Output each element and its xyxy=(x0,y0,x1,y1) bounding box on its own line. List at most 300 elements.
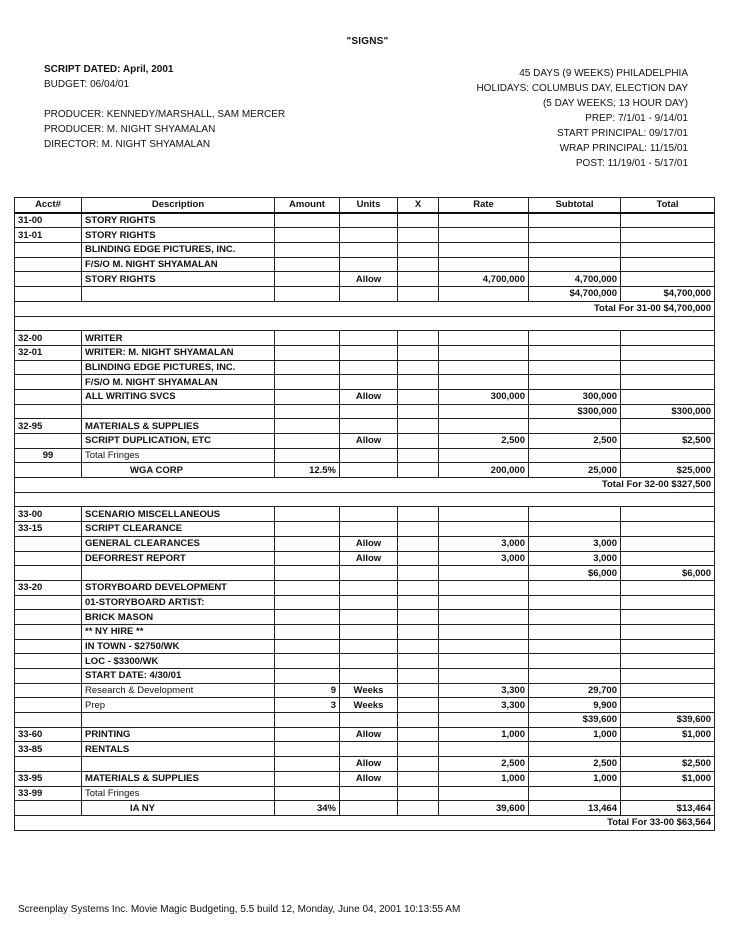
director: DIRECTOR: M. NIGHT SHYAMALAN xyxy=(44,139,211,150)
subtotal-cell xyxy=(529,213,621,228)
units-cell xyxy=(340,595,398,610)
table-row xyxy=(15,551,715,566)
amount-cell xyxy=(275,639,340,654)
x-cell xyxy=(398,698,439,713)
subtotal-cell: $4,700,000 xyxy=(529,287,621,302)
description-cell: Total Fringes xyxy=(82,448,275,463)
acct-cell: 33-99 xyxy=(15,786,82,801)
total-cell xyxy=(621,213,715,228)
rate-cell xyxy=(439,669,529,684)
amount-cell xyxy=(275,243,340,258)
acct-cell xyxy=(15,375,82,390)
rate-cell xyxy=(439,580,529,595)
table-row xyxy=(15,522,715,537)
units-cell xyxy=(340,654,398,669)
units-cell xyxy=(340,669,398,684)
acct-cell: 33-20 xyxy=(15,580,82,595)
amount-cell xyxy=(275,522,340,537)
x-cell xyxy=(398,595,439,610)
acct-cell xyxy=(15,566,82,581)
units-cell xyxy=(340,404,398,419)
units-cell xyxy=(340,786,398,801)
acct-cell xyxy=(15,272,82,287)
rate-cell xyxy=(439,595,529,610)
table-row xyxy=(15,272,715,287)
total-cell xyxy=(621,331,715,346)
rate-cell: 1,000 xyxy=(439,771,529,786)
x-cell xyxy=(398,213,439,228)
rate-cell: 4,700,000 xyxy=(439,272,529,287)
rate-cell xyxy=(439,243,529,258)
acct-cell xyxy=(15,713,82,728)
total-cell xyxy=(621,624,715,639)
x-cell xyxy=(398,448,439,463)
schedule-line: POST: 11/19/01 - 5/17/01 xyxy=(575,158,688,169)
description-cell: IN TOWN - $2750/WK xyxy=(82,639,275,654)
table-row xyxy=(15,595,715,610)
description-cell: SCENARIO MISCELLANEOUS xyxy=(82,507,275,522)
acct-cell: 31-01 xyxy=(15,228,82,243)
description-cell: MATERIALS & SUPPLIES xyxy=(82,419,275,434)
description-cell: START DATE: 4/30/01 xyxy=(82,669,275,684)
description-cell: WRITER: M. NIGHT SHYAMALAN xyxy=(82,345,275,360)
acct-cell: 33-85 xyxy=(15,742,82,757)
rate-cell: 1,000 xyxy=(439,727,529,742)
subtotal-cell xyxy=(529,654,621,669)
amount-cell xyxy=(275,228,340,243)
total-cell xyxy=(621,272,715,287)
total-cell xyxy=(621,639,715,654)
subtotal-cell: 2,500 xyxy=(529,434,621,449)
table-row xyxy=(15,698,715,713)
units-cell: Weeks xyxy=(340,683,398,698)
total-cell: $300,000 xyxy=(621,404,715,419)
units-cell xyxy=(340,287,398,302)
x-cell xyxy=(398,272,439,287)
amount-cell xyxy=(275,287,340,302)
total-cell xyxy=(621,507,715,522)
amount-cell xyxy=(275,257,340,272)
subtotal-cell: $39,600 xyxy=(529,713,621,728)
rate-cell: 39,600 xyxy=(439,801,529,816)
rate-cell: 3,000 xyxy=(439,551,529,566)
units-cell xyxy=(340,243,398,258)
description-cell: PRINTING xyxy=(82,727,275,742)
acct-cell: 32-01 xyxy=(15,345,82,360)
subtotal-cell: 300,000 xyxy=(529,389,621,404)
table-header-row xyxy=(15,198,715,213)
description-cell: SCRIPT CLEARANCE xyxy=(82,522,275,537)
description-cell: WGA CORP xyxy=(82,463,275,478)
x-cell xyxy=(398,801,439,816)
table-row xyxy=(15,404,715,419)
amount-cell xyxy=(275,448,340,463)
description-cell: STORYBOARD DEVELOPMENT xyxy=(82,580,275,595)
description-cell: BLINDING EDGE PICTURES, INC. xyxy=(82,243,275,258)
schedule-line: HOLIDAYS: COLUMBUS DAY, ELECTION DAY xyxy=(476,83,688,94)
table-row xyxy=(15,771,715,786)
amount-cell xyxy=(275,360,340,375)
rate-cell xyxy=(439,228,529,243)
table-row xyxy=(15,654,715,669)
x-cell xyxy=(398,257,439,272)
x-cell xyxy=(398,639,439,654)
x-cell xyxy=(398,610,439,625)
table-row xyxy=(15,463,715,478)
col-acct: Acct# xyxy=(15,198,82,213)
acct-cell: 33-60 xyxy=(15,727,82,742)
acct-cell xyxy=(15,757,82,772)
acct-cell xyxy=(15,683,82,698)
total-cell xyxy=(621,345,715,360)
rate-cell xyxy=(439,654,529,669)
total-cell xyxy=(621,595,715,610)
table-row xyxy=(15,243,715,258)
rate-cell xyxy=(439,360,529,375)
units-cell: Allow xyxy=(340,272,398,287)
units-cell xyxy=(340,213,398,228)
amount-cell: 12.5% xyxy=(275,463,340,478)
rate-cell xyxy=(439,375,529,390)
acct-cell xyxy=(15,536,82,551)
subtotal-cell: 25,000 xyxy=(529,463,621,478)
rate-cell: 2,500 xyxy=(439,434,529,449)
subtotal-cell xyxy=(529,786,621,801)
col-total: Total xyxy=(621,198,715,213)
units-cell xyxy=(340,507,398,522)
schedule-line: PREP: 7/1/01 - 9/14/01 xyxy=(585,113,688,124)
amount-cell xyxy=(275,654,340,669)
rate-cell xyxy=(439,404,529,419)
subtotal-cell xyxy=(529,331,621,346)
table-row xyxy=(15,566,715,581)
acct-cell xyxy=(15,389,82,404)
units-cell xyxy=(340,360,398,375)
description-cell: WRITER xyxy=(82,331,275,346)
description-cell: BRICK MASON xyxy=(82,610,275,625)
rate-cell xyxy=(439,507,529,522)
acct-cell xyxy=(15,434,82,449)
units-cell: Weeks xyxy=(340,698,398,713)
rate-cell xyxy=(439,742,529,757)
subtotal-cell xyxy=(529,610,621,625)
description-cell: F/S/O M. NIGHT SHYAMALAN xyxy=(82,257,275,272)
description-cell xyxy=(82,757,275,772)
table-row xyxy=(15,287,715,302)
description-cell: ** NY HIRE ** xyxy=(82,624,275,639)
amount-cell xyxy=(275,580,340,595)
budget-body xyxy=(15,213,715,830)
col-description: Description xyxy=(82,198,275,213)
amount-cell xyxy=(275,742,340,757)
producer-2: PRODUCER: M. NIGHT SHYAMALAN xyxy=(44,124,216,135)
description-cell: BLINDING EDGE PICTURES, INC. xyxy=(82,360,275,375)
description-cell: F/S/O M. NIGHT SHYAMALAN xyxy=(82,375,275,390)
total-cell: $2,500 xyxy=(621,434,715,449)
x-cell xyxy=(398,375,439,390)
description-cell: 01-STORYBOARD ARTIST: xyxy=(82,595,275,610)
description-cell: MATERIALS & SUPPLIES xyxy=(82,771,275,786)
units-cell xyxy=(340,331,398,346)
x-cell xyxy=(398,434,439,449)
schedule-line: (5 DAY WEEKS; 13 HOUR DAY) xyxy=(542,98,688,109)
rate-cell xyxy=(439,287,529,302)
description-cell: ALL WRITING SVCS xyxy=(82,389,275,404)
x-cell xyxy=(398,287,439,302)
description-cell: GENERAL CLEARANCES xyxy=(82,536,275,551)
total-cell xyxy=(621,522,715,537)
units-cell xyxy=(340,610,398,625)
subtotal-cell: 2,500 xyxy=(529,757,621,772)
category-total: Total For 32-00 $327,500 xyxy=(15,478,715,493)
table-row xyxy=(15,345,715,360)
amount-cell xyxy=(275,624,340,639)
rate-cell xyxy=(439,624,529,639)
total-cell xyxy=(621,698,715,713)
schedule-line: WRAP PRINCIPAL: 11/15/01 xyxy=(559,143,688,154)
amount-cell: 9 xyxy=(275,683,340,698)
total-cell xyxy=(621,536,715,551)
x-cell xyxy=(398,536,439,551)
total-cell xyxy=(621,419,715,434)
description-cell xyxy=(82,404,275,419)
total-cell xyxy=(621,610,715,625)
rate-cell xyxy=(439,639,529,654)
header-right xyxy=(476,66,688,171)
table-row xyxy=(15,434,715,449)
rate-cell: 2,500 xyxy=(439,757,529,772)
table-row xyxy=(15,448,715,463)
units-cell xyxy=(340,801,398,816)
producer-1: PRODUCER: KENNEDY/MARSHALL, SAM MERCER xyxy=(44,109,286,120)
subtotal-cell xyxy=(529,522,621,537)
x-cell xyxy=(398,786,439,801)
description-cell: RENTALS xyxy=(82,742,275,757)
x-cell xyxy=(398,713,439,728)
subtotal-cell xyxy=(529,507,621,522)
x-cell xyxy=(398,228,439,243)
amount-cell xyxy=(275,669,340,684)
x-cell xyxy=(398,507,439,522)
table-row xyxy=(15,257,715,272)
acct-cell xyxy=(15,639,82,654)
col-units: Units xyxy=(340,198,398,213)
total-cell: $13,464 xyxy=(621,801,715,816)
rate-cell: 300,000 xyxy=(439,389,529,404)
acct-cell xyxy=(15,698,82,713)
units-cell: Allow xyxy=(340,536,398,551)
table-row xyxy=(15,786,715,801)
category-total-row xyxy=(15,478,715,493)
units-cell xyxy=(340,624,398,639)
subtotal-cell: $6,000 xyxy=(529,566,621,581)
amount-cell xyxy=(275,331,340,346)
description-cell: Prep xyxy=(82,698,275,713)
category-row xyxy=(15,331,715,346)
schedule-line: 45 DAYS (9 WEEKS) PHILADELPHIA xyxy=(519,68,688,79)
units-cell: Allow xyxy=(340,757,398,772)
units-cell xyxy=(340,522,398,537)
units-cell xyxy=(340,639,398,654)
total-cell: $39,600 xyxy=(621,713,715,728)
rate-cell xyxy=(439,522,529,537)
subtotal-cell: $300,000 xyxy=(529,404,621,419)
x-cell xyxy=(398,669,439,684)
subtotal-cell: 1,000 xyxy=(529,727,621,742)
total-cell xyxy=(621,375,715,390)
total-cell xyxy=(621,360,715,375)
x-cell xyxy=(398,360,439,375)
acct-cell: 33-00 xyxy=(15,507,82,522)
page-title: "SIGNS" xyxy=(346,36,389,47)
acct-cell xyxy=(15,610,82,625)
col-rate: Rate xyxy=(439,198,529,213)
x-cell xyxy=(398,419,439,434)
col-subtotal: Subtotal xyxy=(529,198,621,213)
rate-cell xyxy=(439,345,529,360)
acct-cell xyxy=(15,404,82,419)
x-cell xyxy=(398,404,439,419)
amount-cell xyxy=(275,771,340,786)
description-cell xyxy=(82,566,275,581)
col-x: X xyxy=(398,198,439,213)
budget-date: BUDGET: 06/04/01 xyxy=(44,79,130,90)
subtotal-cell xyxy=(529,257,621,272)
x-cell xyxy=(398,624,439,639)
subtotal-cell: 9,900 xyxy=(529,698,621,713)
amount-cell xyxy=(275,713,340,728)
amount-cell xyxy=(275,375,340,390)
units-cell: Allow xyxy=(340,727,398,742)
acct-cell xyxy=(15,669,82,684)
total-cell xyxy=(621,742,715,757)
subtotal-cell: 29,700 xyxy=(529,683,621,698)
subtotal-cell: 3,000 xyxy=(529,551,621,566)
acct-cell: 33-15 xyxy=(15,522,82,537)
x-cell xyxy=(398,757,439,772)
table-row xyxy=(15,375,715,390)
x-cell xyxy=(398,331,439,346)
amount-cell xyxy=(275,551,340,566)
amount-cell xyxy=(275,213,340,228)
x-cell xyxy=(398,551,439,566)
subtotal-cell xyxy=(529,669,621,684)
x-cell xyxy=(398,771,439,786)
x-cell xyxy=(398,389,439,404)
rate-cell xyxy=(439,419,529,434)
total-cell xyxy=(621,551,715,566)
subtotal-cell xyxy=(529,639,621,654)
description-cell xyxy=(82,287,275,302)
amount-cell: 3 xyxy=(275,698,340,713)
rate-cell: 200,000 xyxy=(439,463,529,478)
amount-cell xyxy=(275,595,340,610)
total-cell: $6,000 xyxy=(621,566,715,581)
units-cell xyxy=(340,345,398,360)
rate-cell xyxy=(439,213,529,228)
spacer-row xyxy=(15,316,715,331)
table-row xyxy=(15,683,715,698)
amount-cell xyxy=(275,507,340,522)
category-row xyxy=(15,507,715,522)
description-cell: Total Fringes xyxy=(82,786,275,801)
total-cell: $1,000 xyxy=(621,771,715,786)
subtotal-cell xyxy=(529,624,621,639)
rate-cell xyxy=(439,610,529,625)
subtotal-cell xyxy=(529,243,621,258)
x-cell xyxy=(398,522,439,537)
units-cell: Allow xyxy=(340,389,398,404)
rate-cell xyxy=(439,566,529,581)
units-cell: Allow xyxy=(340,771,398,786)
col-amount: Amount xyxy=(275,198,340,213)
units-cell xyxy=(340,419,398,434)
acct-cell xyxy=(15,287,82,302)
subtotal-cell: 13,464 xyxy=(529,801,621,816)
table-row xyxy=(15,801,715,816)
x-cell xyxy=(398,566,439,581)
amount-cell xyxy=(275,434,340,449)
units-cell xyxy=(340,257,398,272)
rate-cell xyxy=(439,448,529,463)
acct-cell xyxy=(15,243,82,258)
description-cell: LOC - $3300/WK xyxy=(82,654,275,669)
x-cell xyxy=(398,463,439,478)
total-cell xyxy=(621,683,715,698)
spacer-cell xyxy=(15,492,715,507)
rate-cell xyxy=(439,786,529,801)
acct-cell: 32-95 xyxy=(15,419,82,434)
units-cell xyxy=(340,463,398,478)
x-cell xyxy=(398,243,439,258)
subtotal-cell xyxy=(529,345,621,360)
units-cell xyxy=(340,580,398,595)
rate-cell: 3,300 xyxy=(439,683,529,698)
units-cell xyxy=(340,742,398,757)
category-total: Total For 31-00 $4,700,000 xyxy=(15,301,715,316)
total-cell: $25,000 xyxy=(621,463,715,478)
schedule-line: START PRINCIPAL: 09/17/01 xyxy=(557,128,688,139)
amount-cell xyxy=(275,419,340,434)
acct-cell: 33-95 xyxy=(15,771,82,786)
table-row xyxy=(15,610,715,625)
amount-cell xyxy=(275,727,340,742)
amount-cell xyxy=(275,536,340,551)
budget-table xyxy=(14,197,715,831)
acct-cell xyxy=(15,551,82,566)
description-cell: DEFORREST REPORT xyxy=(82,551,275,566)
acct-cell xyxy=(15,801,82,816)
amount-cell: 34% xyxy=(275,801,340,816)
rate-cell: 3,300 xyxy=(439,698,529,713)
acct-cell xyxy=(15,360,82,375)
table-row xyxy=(15,536,715,551)
total-cell xyxy=(621,243,715,258)
table-row xyxy=(15,624,715,639)
subtotal-cell xyxy=(529,742,621,757)
x-cell xyxy=(398,654,439,669)
footer: Screenplay Systems Inc. Movie Magic Budgeting, 5.5 build 12, Monday, June 04, 2001 10:13:55 AM xyxy=(18,904,461,915)
amount-cell xyxy=(275,757,340,772)
subtotal-cell: 1,000 xyxy=(529,771,621,786)
subtotal-cell xyxy=(529,419,621,434)
rate-cell xyxy=(439,257,529,272)
total-cell xyxy=(621,228,715,243)
total-cell: $2,500 xyxy=(621,757,715,772)
subtotal-cell: 4,700,000 xyxy=(529,272,621,287)
subtotal-cell: 3,000 xyxy=(529,536,621,551)
total-cell xyxy=(621,786,715,801)
